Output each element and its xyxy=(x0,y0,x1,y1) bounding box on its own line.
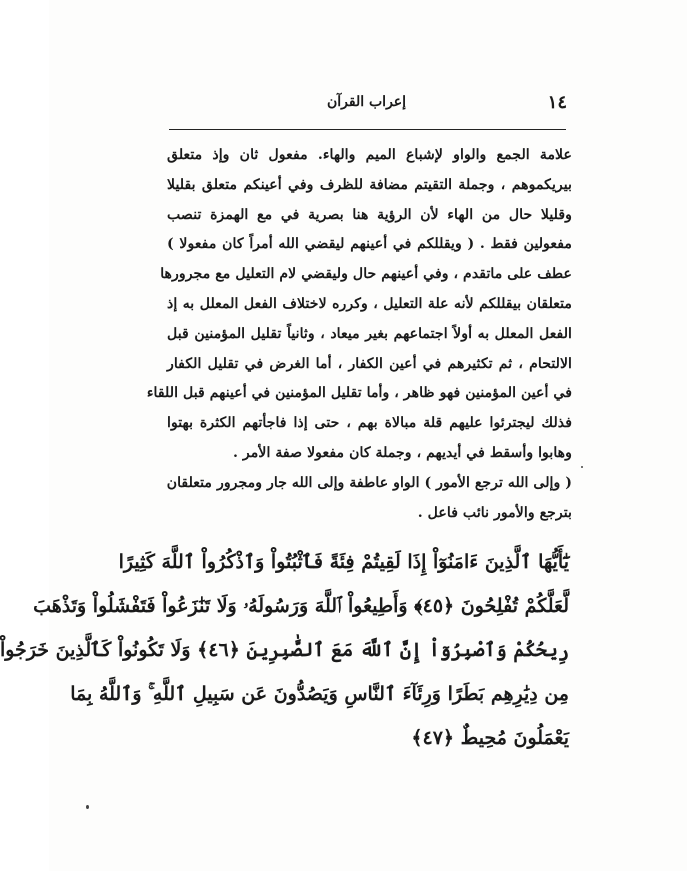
page-number: ١٤ xyxy=(547,92,567,113)
verse-line: مِن دِيَٰرِهِم بَطَرًا وَرِئَآءَ ٱلنَّاسِ وَيَصُدُّونَ عَن سَبِيلِ ٱللَّهِ ۚ وَٱللَّهُ بِمَا xyxy=(70,683,569,705)
text-line: وقليلا حال من الهاء لأن الرؤية هنا بصرية في مع الهمزة تنصب xyxy=(167,206,572,223)
text-line: الالتحام ، ثم تكثيرهم في أعين الكفار ، أما الغرض في تقليل الكفار xyxy=(167,355,572,372)
text-line: علامة الجمع والواو لإشباع الميم والهاء. مفعول ثان وإذ متعلق xyxy=(167,147,572,163)
text-line: الفعل المعلل به أولاً اجتماعهم بغير ميعاد ، وثانياً تقليل المؤمنين قبل xyxy=(167,325,572,342)
text-line: ( وإلى الله ترجع الأمور ) الواو عاطفة وإلى الله جار ومجرور متعلقان xyxy=(166,474,572,491)
verse-line: يَعْمَلُونَ مُحِيطٌ ﴿٤٧﴾ xyxy=(411,727,569,749)
text-line: وهابوا وأسقط في أيديهم ، وجملة كان مفعولا صفة الأمر . xyxy=(233,444,572,461)
running-title: إعراب القرآن xyxy=(327,94,407,110)
verse-line: رِيحُكُمْ وَٱصْبِرُوٓاْ إِنَّ ٱللَّهَ مَعَ ٱلصَّٰبِرِينَ ﴿٤٦﴾ وَلَا تَكُونُواْ كَٱلَّذِينَ خَرَجُواْ xyxy=(0,639,569,661)
text-line: فذلك ليجترئوا عليهم قلة مبالاة بهم ، حتى إذا فاجأتهم الكثرة بهتوا xyxy=(167,415,572,432)
scan-speck xyxy=(581,466,583,468)
text-line: في أعين المؤمنين فهو ظاهر ، وأما تقليل المؤمنين في أعينهم قبل اللقاء xyxy=(146,385,572,402)
quran-verses xyxy=(0,540,569,760)
page-header xyxy=(177,92,567,116)
verse-line: لَّعَلَّكُمْ تُفْلِحُونَ ﴿٤٥﴾ وَأَطِيعُواْ ٱللَّهَ وَرَسُولَهُۥ وَلَا تَنَٰزَعُواْ فَتَفْشَلُواْ وَتَذْهَبَ xyxy=(33,595,569,617)
commentary-text xyxy=(146,141,572,528)
text-line: مفعولين فقط . ( ويقللكم في أعينهم ليقضي الله أمراً كان مفعولا ) xyxy=(167,236,572,253)
header-rule xyxy=(169,129,566,130)
text-line: بيريكموهم ، وجملة التقيتم مضافة للظرف وفي أعينكم متعلق بقليلا xyxy=(167,176,572,193)
scan-speck xyxy=(86,805,89,809)
text-line: بترجع والأمور نائب فاعل . xyxy=(417,504,572,521)
verse-line: يَٰٓأَيُّهَا ٱلَّذِينَ ءَامَنُوٓاْ إِذَا لَقِيتُمْ فِئَةً فَٱثْبُتُواْ وَٱذْكُرُواْ ٱللَّهَ كَثِيرًا xyxy=(118,551,569,573)
text-line: عطف على ماتقدم ، وفي أعينهم حال وليقضي لام التعليل مع مجرورها xyxy=(160,266,572,283)
text-line: متعلقان بيقللكم لأنه علة التعليل ، وكرره لاختلاف الفعل المعلل به إذ xyxy=(167,295,572,312)
